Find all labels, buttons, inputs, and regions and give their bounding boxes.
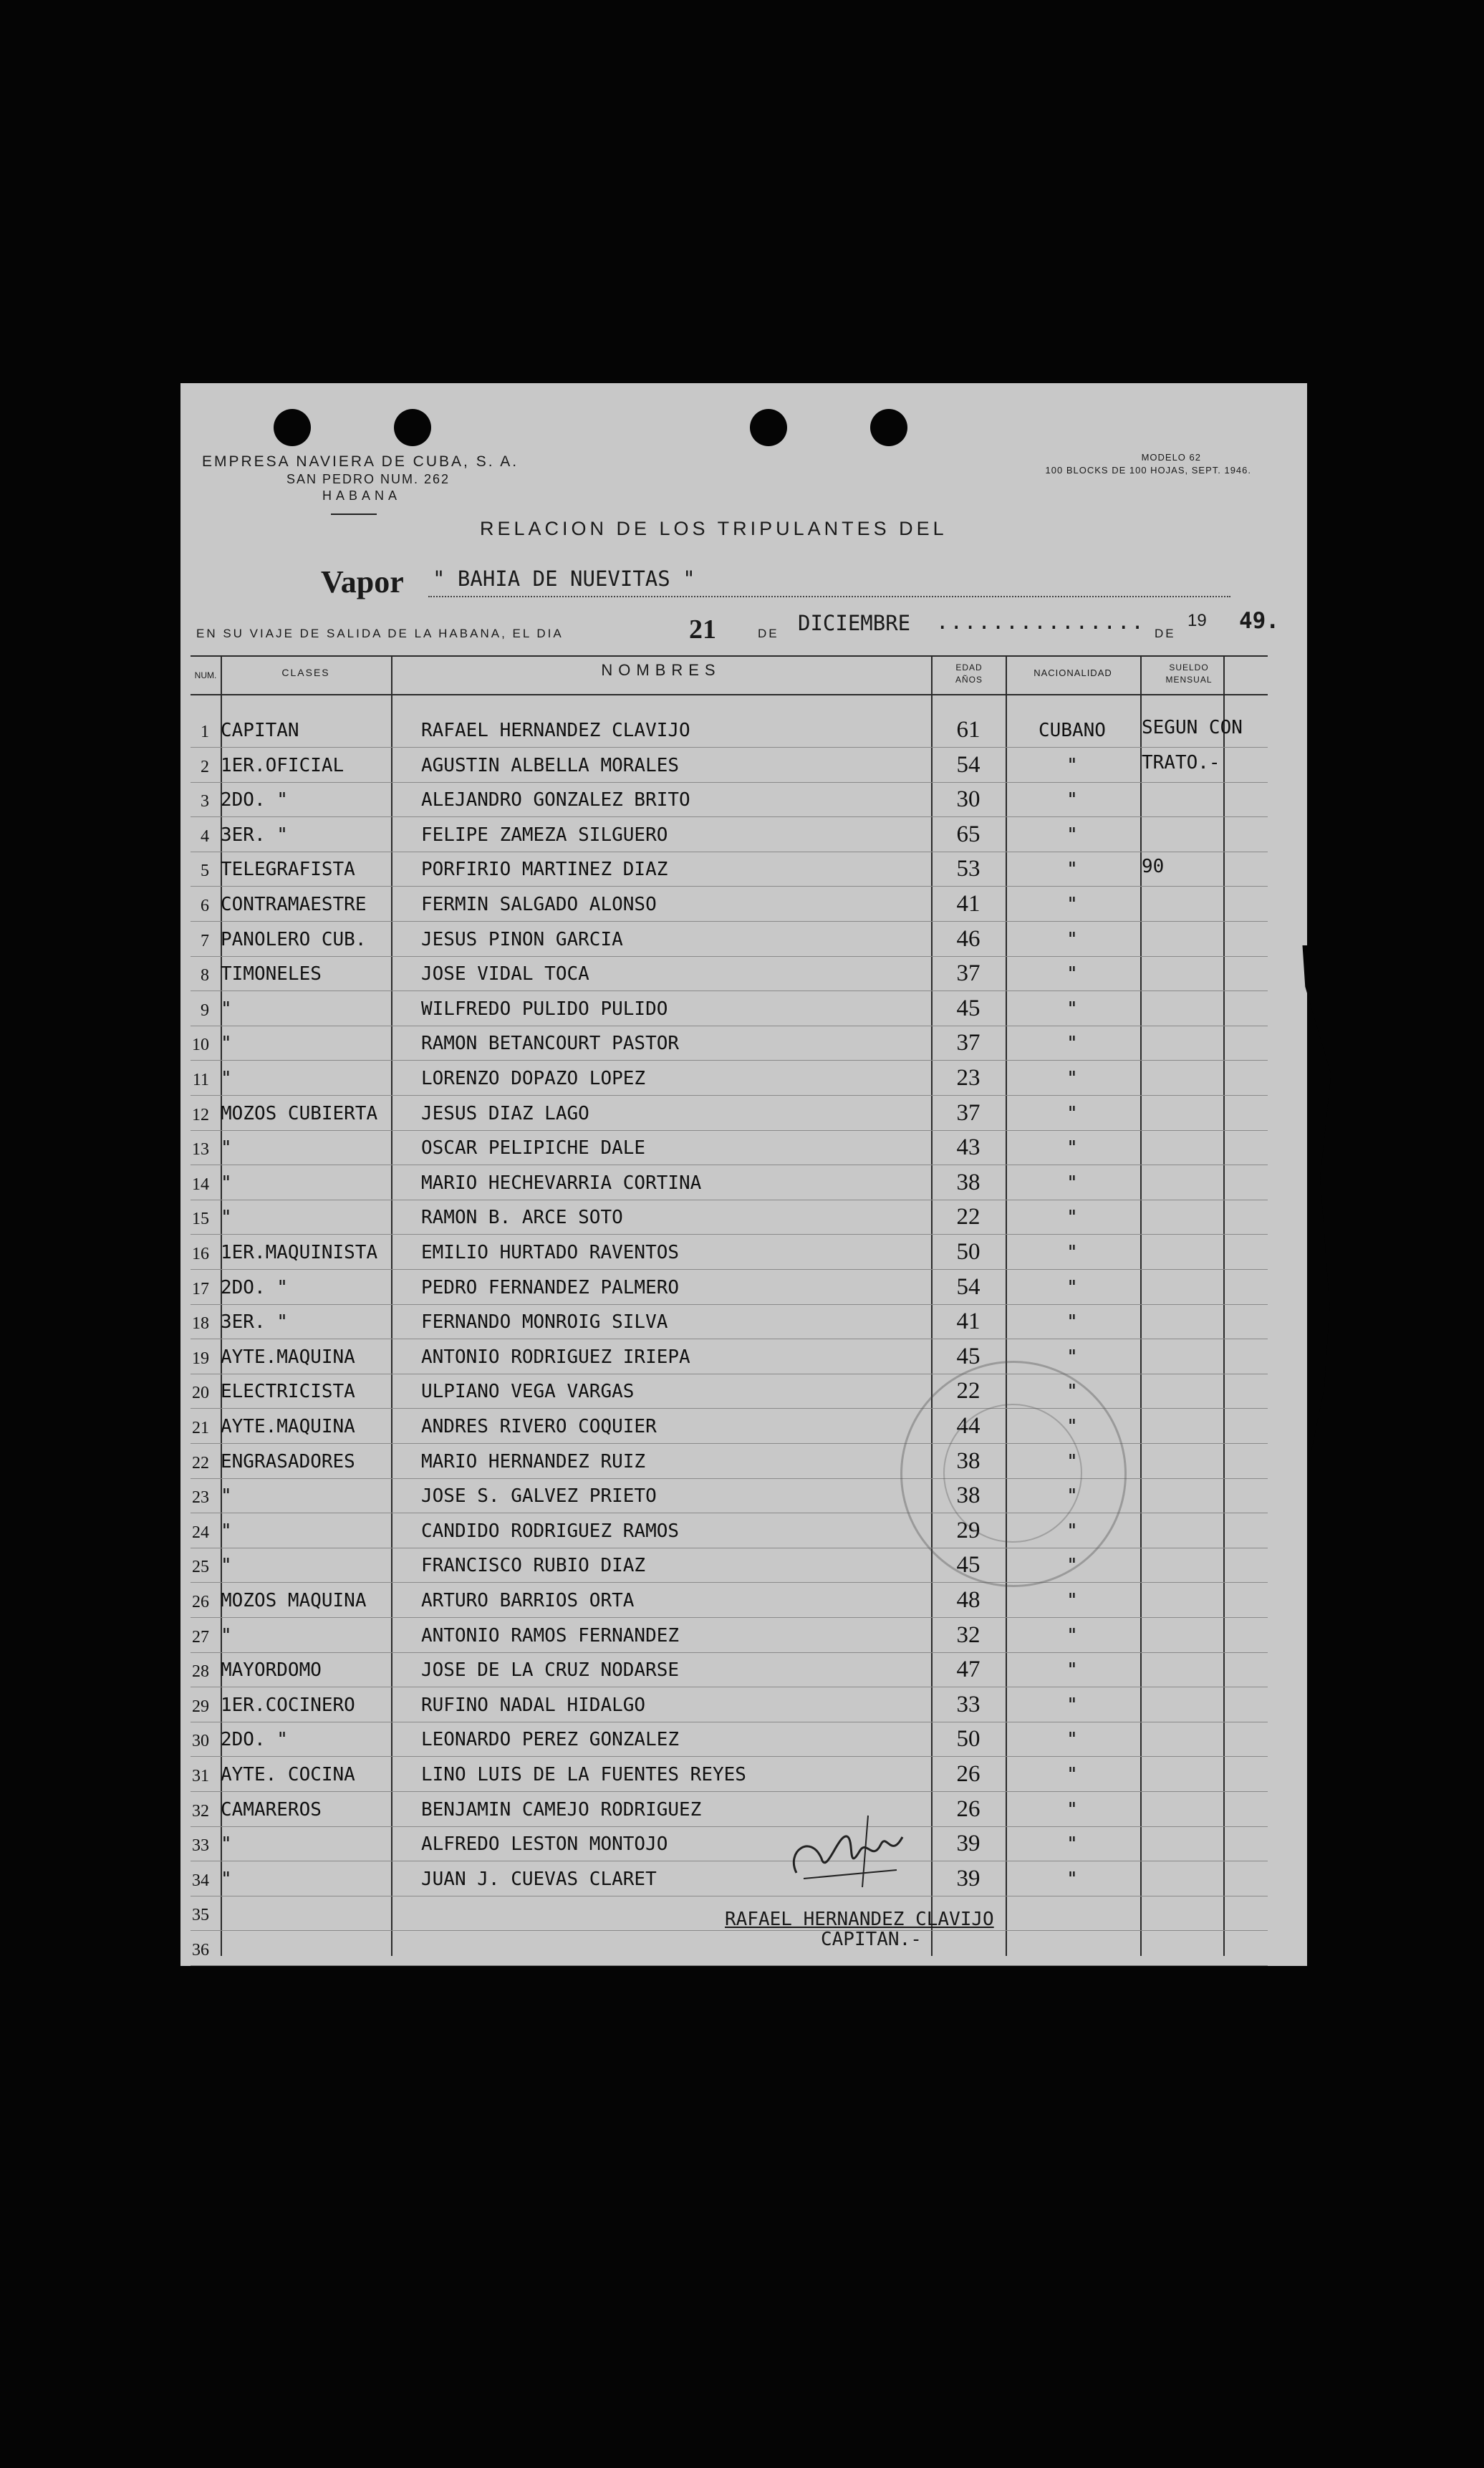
crew-age: 65 bbox=[956, 821, 980, 847]
column-header-nacionalidad: NACIONALIDAD bbox=[1034, 667, 1112, 678]
crew-salary: TRATO.- bbox=[1142, 751, 1220, 773]
crew-nationality: " bbox=[1066, 963, 1078, 985]
table-header-rule bbox=[191, 694, 1268, 695]
crew-rank: " bbox=[221, 1068, 232, 1089]
crew-rank: " bbox=[221, 1868, 232, 1890]
crew-name: ALFREDO LESTON MONTOJO bbox=[421, 1833, 668, 1856]
crew-age: 30 bbox=[956, 786, 980, 813]
crew-rank: CAMAREROS bbox=[221, 1798, 322, 1821]
crew-age: 45 bbox=[956, 1552, 980, 1578]
crew-name: JOSE S. GALVEZ PRIETO bbox=[421, 1485, 657, 1508]
crew-name: ULPIANO VEGA VARGAS bbox=[421, 1381, 635, 1403]
crew-nationality: " bbox=[1066, 1694, 1078, 1716]
crew-nationality: " bbox=[1066, 998, 1078, 1020]
row-number: 24 bbox=[192, 1523, 209, 1542]
crew-name: RAFAEL HERNANDEZ CLAVIJO bbox=[421, 720, 690, 741]
crew-nationality: " bbox=[1066, 1729, 1078, 1751]
row-number: 29 bbox=[192, 1697, 209, 1716]
crew-nationality: " bbox=[1066, 1033, 1078, 1055]
crew-nationality: " bbox=[1066, 1102, 1078, 1124]
column-header-num: NUM. bbox=[194, 670, 217, 680]
crew-nationality: " bbox=[1066, 1276, 1078, 1298]
crew-age: 32 bbox=[956, 1621, 980, 1648]
crew-name: FELIPE ZAMEZA SILGUERO bbox=[421, 824, 668, 846]
crew-age: 38 bbox=[956, 1447, 980, 1474]
row-rule bbox=[191, 1060, 1268, 1061]
crew-nationality: " bbox=[1066, 1555, 1078, 1577]
model-detail: 100 BLOCKS DE 100 HOJAS, SEPT. 1946. bbox=[1045, 465, 1251, 476]
crew-name: MARIO HERNANDEZ RUIZ bbox=[421, 1450, 646, 1472]
row-rule bbox=[191, 1234, 1268, 1235]
crew-age: 26 bbox=[956, 1761, 980, 1787]
crew-rank: " bbox=[221, 1207, 232, 1229]
row-number: 17 bbox=[192, 1279, 209, 1298]
crew-name: AGUSTIN ALBELLA MORALES bbox=[421, 754, 680, 776]
crew-rank: MAYORDOMO bbox=[221, 1659, 322, 1682]
crew-rank: ENGRASADORES bbox=[221, 1450, 355, 1472]
crew-rank: " bbox=[221, 998, 232, 1020]
crew-nationality: " bbox=[1066, 1659, 1078, 1682]
crew-rank: 3ER. " bbox=[221, 1311, 288, 1334]
crew-age: 47 bbox=[956, 1657, 980, 1683]
vessel-name-rule bbox=[428, 596, 1230, 597]
crew-rank: " bbox=[221, 1033, 232, 1055]
crew-rank: 2DO. " bbox=[221, 789, 288, 811]
crew-nationality: " bbox=[1066, 928, 1078, 950]
crew-nationality: " bbox=[1066, 1624, 1078, 1647]
crew-nationality: " bbox=[1066, 1172, 1078, 1194]
crew-nationality: " bbox=[1066, 1485, 1078, 1508]
crew-age: 38 bbox=[956, 1483, 980, 1509]
crew-rank: MOZOS CUBIERTA bbox=[221, 1102, 378, 1124]
crew-nationality: " bbox=[1066, 1381, 1078, 1403]
crew-age: 45 bbox=[956, 1343, 980, 1369]
row-number: 25 bbox=[192, 1558, 209, 1577]
crew-rank: ELECTRICISTA bbox=[221, 1381, 355, 1403]
crew-nationality: " bbox=[1066, 1311, 1078, 1334]
crew-nationality: " bbox=[1066, 1242, 1078, 1263]
row-rule bbox=[191, 1269, 1268, 1270]
row-number: 23 bbox=[192, 1488, 209, 1508]
crew-rank: 3ER. " bbox=[221, 824, 288, 846]
row-number: 1 bbox=[201, 723, 209, 741]
crew-rank: 1ER.COCINERO bbox=[221, 1694, 355, 1716]
column-rule bbox=[391, 655, 392, 1956]
crew-age: 48 bbox=[956, 1587, 980, 1613]
voyage-text: EN SU VIAJE DE SALIDA DE LA HABANA, EL DIA bbox=[196, 627, 564, 640]
crew-rank: CAPITAN bbox=[221, 720, 299, 741]
crew-nationality: " bbox=[1066, 1450, 1078, 1472]
crew-age: 45 bbox=[956, 995, 980, 1021]
crew-age: 54 bbox=[956, 751, 980, 778]
crew-age: 33 bbox=[956, 1691, 980, 1717]
punch-hole bbox=[750, 409, 787, 446]
crew-name: LEONARDO PEREZ GONZALEZ bbox=[421, 1729, 680, 1751]
crew-age: 29 bbox=[956, 1517, 980, 1543]
crew-age: 54 bbox=[956, 1273, 980, 1300]
crew-rank: 2DO. " bbox=[221, 1276, 288, 1298]
crew-age: 53 bbox=[956, 856, 980, 882]
company-city: HABANA bbox=[322, 488, 402, 503]
crew-rank: TELEGRAFISTA bbox=[221, 859, 355, 881]
row-number: 15 bbox=[192, 1210, 209, 1229]
crew-rank: AYTE.MAQUINA bbox=[221, 1346, 355, 1368]
crew-name: EMILIO HURTADO RAVENTOS bbox=[421, 1242, 680, 1263]
crew-age: 37 bbox=[956, 960, 980, 987]
row-rule bbox=[191, 1130, 1268, 1131]
crew-age: 39 bbox=[956, 1865, 980, 1891]
voyage-year-suffix: 49. bbox=[1239, 608, 1279, 634]
row-number: 4 bbox=[201, 826, 209, 846]
row-number: 9 bbox=[201, 1001, 209, 1020]
row-rule bbox=[191, 747, 1268, 748]
crew-nationality: CUBANO bbox=[1039, 720, 1106, 741]
crew-rank: AYTE. COCINA bbox=[221, 1764, 355, 1785]
crew-rank: 2DO. " bbox=[221, 1729, 288, 1751]
row-rule bbox=[191, 1930, 1268, 1931]
crew-rank: AYTE.MAQUINA bbox=[221, 1416, 355, 1437]
row-number: 30 bbox=[192, 1732, 209, 1751]
crew-rank: " bbox=[221, 1137, 232, 1160]
model-label: MODELO 62 bbox=[1141, 452, 1201, 463]
crew-rank: 1ER.MAQUINISTA bbox=[221, 1242, 378, 1263]
company-name: EMPRESA NAVIERA DE CUBA, S. A. bbox=[202, 453, 519, 470]
row-number: 22 bbox=[192, 1453, 209, 1472]
row-number: 35 bbox=[192, 1906, 209, 1925]
row-number: 27 bbox=[192, 1627, 209, 1647]
row-number: 33 bbox=[192, 1836, 209, 1856]
crew-rank: " bbox=[221, 1520, 232, 1542]
crew-nationality: " bbox=[1066, 859, 1078, 881]
crew-age: 41 bbox=[956, 891, 980, 917]
crew-name: CANDIDO RODRIGUEZ RAMOS bbox=[421, 1520, 680, 1542]
crew-rank: MOZOS MAQUINA bbox=[221, 1590, 367, 1611]
crew-name: PEDRO FERNANDEZ PALMERO bbox=[421, 1276, 680, 1298]
form-title: RELACION DE LOS TRIPULANTES DEL bbox=[480, 518, 948, 539]
voyage-de: DE bbox=[758, 627, 779, 640]
crew-rank: " bbox=[221, 1555, 232, 1577]
crew-name: ANDRES RIVERO COQUIER bbox=[421, 1416, 657, 1437]
crew-rank: " bbox=[221, 1833, 232, 1856]
column-rule bbox=[931, 655, 933, 1956]
crew-name: FERNANDO MONROIG SILVA bbox=[421, 1311, 668, 1334]
crew-age: 22 bbox=[956, 1378, 980, 1404]
row-number: 2 bbox=[201, 757, 209, 776]
row-number: 28 bbox=[192, 1662, 209, 1682]
crew-rank: " bbox=[221, 1172, 232, 1194]
row-number: 7 bbox=[201, 931, 209, 950]
crew-nationality: " bbox=[1066, 1833, 1078, 1856]
crew-nationality: " bbox=[1066, 894, 1078, 915]
row-number: 20 bbox=[192, 1384, 209, 1403]
row-number: 8 bbox=[201, 966, 209, 985]
form-model bbox=[1046, 451, 1251, 477]
crew-nationality: " bbox=[1066, 1207, 1078, 1229]
punch-hole bbox=[394, 409, 431, 446]
row-number: 11 bbox=[192, 1071, 209, 1089]
crew-age: 37 bbox=[956, 1099, 980, 1126]
punch-hole bbox=[274, 409, 311, 446]
row-number: 6 bbox=[201, 897, 209, 915]
punch-hole bbox=[870, 409, 907, 446]
voyage-day: 21 bbox=[689, 614, 716, 645]
row-number: 5 bbox=[201, 862, 209, 881]
row-rule bbox=[191, 1756, 1268, 1757]
crew-name: LINO LUIS DE LA FUENTES REYES bbox=[421, 1764, 746, 1785]
row-rule bbox=[191, 1095, 1268, 1096]
crew-salary: SEGUN CON bbox=[1142, 717, 1243, 738]
company-address: SAN PEDRO NUM. 262 bbox=[286, 472, 450, 486]
crew-name: ANTONIO RAMOS FERNANDEZ bbox=[421, 1624, 680, 1647]
crew-nationality: " bbox=[1066, 1416, 1078, 1437]
row-rule bbox=[191, 1617, 1268, 1618]
row-rule bbox=[191, 1791, 1268, 1792]
crew-age: 41 bbox=[956, 1308, 980, 1335]
crew-nationality: " bbox=[1066, 754, 1078, 776]
row-rule bbox=[191, 1582, 1268, 1583]
crew-rank: TIMONELES bbox=[221, 963, 322, 985]
crew-salary: 90 bbox=[1142, 856, 1165, 878]
row-number: 14 bbox=[192, 1175, 209, 1194]
crew-nationality: " bbox=[1066, 1590, 1078, 1611]
crew-rank: CONTRAMAESTRE bbox=[221, 894, 367, 915]
column-rule bbox=[221, 655, 222, 1956]
voyage-month: DICIEMBRE bbox=[798, 611, 911, 635]
crew-rank: " bbox=[221, 1624, 232, 1647]
crew-nationality: " bbox=[1066, 1798, 1078, 1821]
crew-nationality: " bbox=[1066, 789, 1078, 811]
vessel-name: " BAHIA DE NUEVITAS " bbox=[433, 567, 695, 591]
crew-rank: PANOLERO CUB. bbox=[221, 928, 367, 950]
row-number: 18 bbox=[192, 1314, 209, 1334]
crew-nationality: " bbox=[1066, 1868, 1078, 1890]
crew-age: 37 bbox=[956, 1030, 980, 1056]
row-rule bbox=[191, 1826, 1268, 1827]
row-number: 21 bbox=[192, 1419, 209, 1437]
row-number: 32 bbox=[192, 1801, 209, 1821]
handwritten-signature bbox=[782, 1808, 911, 1894]
crew-nationality: " bbox=[1066, 1068, 1078, 1089]
row-rule bbox=[191, 816, 1268, 817]
signatory-title: CAPITAN.- bbox=[821, 1929, 922, 1950]
column-rule bbox=[1006, 655, 1007, 1956]
crew-nationality: " bbox=[1066, 1764, 1078, 1785]
crew-name: RAMON B. ARCE SOTO bbox=[421, 1207, 623, 1229]
row-rule bbox=[191, 1304, 1268, 1305]
row-number: 31 bbox=[192, 1767, 209, 1785]
crew-age: 44 bbox=[956, 1413, 980, 1439]
crew-name: ALEJANDRO GONZALEZ BRITO bbox=[421, 789, 690, 811]
crew-name: OSCAR PELIPICHE DALE bbox=[421, 1137, 646, 1160]
crew-name: FRANCISCO RUBIO DIAZ bbox=[421, 1555, 646, 1577]
crew-name: ARTURO BARRIOS ORTA bbox=[421, 1590, 635, 1611]
voyage-dots: ............... bbox=[936, 609, 1145, 634]
row-number: 16 bbox=[192, 1245, 209, 1263]
column-header-sueldo: SUELDO MENSUAL bbox=[1165, 662, 1213, 685]
column-header-nombres: NOMBRES bbox=[601, 661, 721, 679]
row-number: 3 bbox=[201, 792, 209, 811]
crew-age: 46 bbox=[956, 925, 980, 952]
row-rule bbox=[191, 990, 1268, 991]
crew-name: JESUS PINON GARCIA bbox=[421, 928, 623, 950]
crew-nationality: " bbox=[1066, 824, 1078, 846]
crew-age: 61 bbox=[956, 717, 980, 743]
crew-age: 50 bbox=[956, 1726, 980, 1753]
crew-age: 38 bbox=[956, 1169, 980, 1195]
crew-name: PORFIRIO MARTINEZ DIAZ bbox=[421, 859, 668, 881]
row-rule bbox=[191, 1652, 1268, 1653]
official-stamp-inner bbox=[943, 1404, 1082, 1543]
row-rule bbox=[191, 782, 1268, 783]
crew-nationality: " bbox=[1066, 1137, 1078, 1160]
crew-name: ANTONIO RODRIGUEZ IRIEPA bbox=[421, 1346, 690, 1368]
torn-edge bbox=[1282, 945, 1350, 1461]
row-number: 10 bbox=[192, 1036, 209, 1055]
crew-name: JUAN J. CUEVAS CLARET bbox=[421, 1868, 657, 1890]
row-number: 13 bbox=[192, 1140, 209, 1160]
crew-name: JOSE VIDAL TOCA bbox=[421, 963, 589, 985]
row-number: 19 bbox=[192, 1349, 209, 1368]
crew-name: BENJAMIN CAMEJO RODRIGUEZ bbox=[421, 1798, 702, 1821]
row-number: 12 bbox=[192, 1105, 209, 1124]
column-rule bbox=[1140, 655, 1142, 1956]
crew-list-sheet bbox=[180, 383, 1307, 1966]
divider bbox=[331, 514, 377, 515]
crew-name: RAMON BETANCOURT PASTOR bbox=[421, 1033, 680, 1055]
crew-name: MARIO HECHEVARRIA CORTINA bbox=[421, 1172, 702, 1194]
crew-age: 50 bbox=[956, 1239, 980, 1265]
voyage-de-year: DE bbox=[1155, 627, 1176, 640]
crew-name: JESUS DIAZ LAGO bbox=[421, 1102, 589, 1124]
vapor-label: Vapor bbox=[321, 564, 404, 599]
column-rule bbox=[1223, 655, 1225, 1956]
crew-name: JOSE DE LA CRUZ NODARSE bbox=[421, 1659, 680, 1682]
crew-nationality: " bbox=[1066, 1346, 1078, 1368]
crew-nationality: " bbox=[1066, 1520, 1078, 1542]
crew-name: RUFINO NADAL HIDALGO bbox=[421, 1694, 646, 1716]
crew-age: 43 bbox=[956, 1134, 980, 1161]
crew-age: 23 bbox=[956, 1065, 980, 1091]
crew-name: LORENZO DOPAZO LOPEZ bbox=[421, 1068, 646, 1089]
crew-name: FERMIN SALGADO ALONSO bbox=[421, 894, 657, 915]
crew-rank: " bbox=[221, 1485, 232, 1508]
row-rule bbox=[191, 956, 1268, 957]
row-rule bbox=[191, 1965, 1268, 1966]
row-number: 34 bbox=[192, 1871, 209, 1890]
crew-name: WILFREDO PULIDO PULIDO bbox=[421, 998, 668, 1020]
table-top-rule bbox=[191, 655, 1268, 657]
row-number: 26 bbox=[192, 1593, 209, 1611]
row-rule bbox=[191, 921, 1268, 922]
row-number: 36 bbox=[192, 1941, 209, 1960]
signatory-name: RAFAEL HERNANDEZ CLAVIJO bbox=[725, 1909, 994, 1930]
crew-age: 26 bbox=[956, 1795, 980, 1822]
column-header-edad: EDAD AÑOS bbox=[955, 662, 983, 685]
row-rule bbox=[191, 886, 1268, 887]
crew-rank: 1ER.OFICIAL bbox=[221, 754, 344, 776]
crew-age: 22 bbox=[956, 1204, 980, 1230]
crew-age: 39 bbox=[956, 1831, 980, 1857]
column-header-clases: CLASES bbox=[281, 667, 330, 678]
voyage-year-prefix: 19 bbox=[1187, 611, 1207, 630]
